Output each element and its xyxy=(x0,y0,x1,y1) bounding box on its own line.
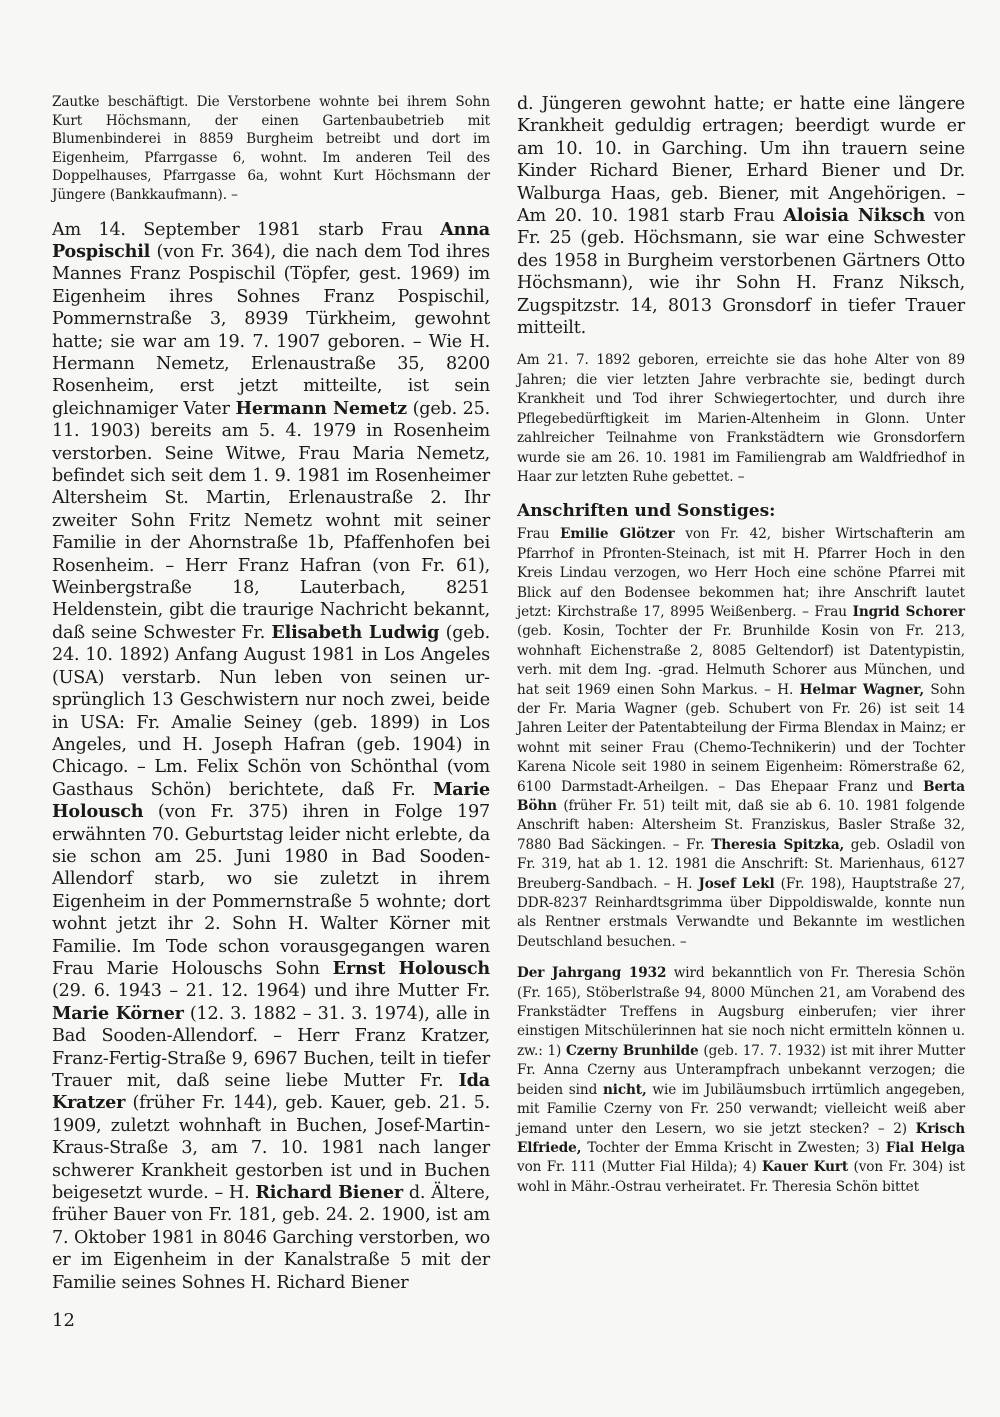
page-number: 12 xyxy=(52,1310,75,1332)
paragraph xyxy=(517,93,965,339)
text-run: Am 14. September 1981 starb Frau xyxy=(52,219,441,240)
paragraph xyxy=(517,964,965,1197)
text-run: (von Fr. 375) ihren in Folge 197 erwähnten 70. Geburtstag leider nicht erlebte, da sie schon am 25. Juni 1980 in Bad Sooden-Allendorf starb, wo sie zuletzt in ihrem Eigenheim in der Pommernstraße 5 wohnte; dort wohnt jetzt ihr 2. Sohn H. Walter Körner mit Familie. Im Tode schon vorausgegangen waren Frau Marie Holouschs Sohn xyxy=(52,802,490,979)
bold-name: Helmar Wagner, xyxy=(799,681,924,698)
bold-name: Krisch Elfriede, xyxy=(517,1120,965,1156)
bold-name: Emilie Glötzer xyxy=(560,526,675,543)
text-run: Tochter der Emma Krischt in Zwesten; 3) xyxy=(581,1139,886,1156)
text-run: (geb. 24. 10. 1892) Anfang August 1981 in Los Angeles (USA) verstarb. Nun leben von seinen ursprünglich 13 Geschwistern nur noch zwei, beide in USA: Fr. Amalie Seiney (geb. 1899) in Los Angeles, und H. Joseph Hafran (geb. 1904) in Chicago. – Lm. Felix Schön von Schönthal (vom Gasthaus Schön) berichtete, daß Fr. xyxy=(52,622,490,800)
bold-name: Ingrid Schorer xyxy=(852,603,965,620)
bold-name: Berta Böhn xyxy=(517,778,965,814)
bold-name: Marie Körner xyxy=(52,1002,184,1024)
bold-name: Richard Biener xyxy=(255,1182,403,1204)
text-run: (früher Fr. 51) teilt mit, daß sie ab 6. 10. 1981 folgende Anschrift haben: Altersheim St. Franziskus, Basler Straße 32, 7880 Bad Säckingen. – Fr. xyxy=(517,798,965,853)
text-run: von Fr. 111 (Mutter Fial Hilda); 4) xyxy=(517,1159,763,1176)
text-run: von Fr. 42, bisher Wirtschafterin am Pfarrhof in Pfronten-Steinach, ist mit H. Pfarrer Hoch in den Kreis Lindau verzogen, wo Herr Hoch eine schöne Pfarrei mit Blick auf den Bodensee bekommen hat; ihre Anschrift lautet jetzt: Kirchstraße 17, 8995 Weißenberg. – Frau xyxy=(517,526,965,620)
bold-name: Ernst Holousch xyxy=(332,957,490,979)
paragraphs-top xyxy=(517,93,965,487)
text-run: (geb. 17. 7. 1932) ist mit ihrer Mutter Fr. Anna Czerny aus Unterampfrach unbekannt verzogen; die beiden sind xyxy=(517,1042,965,1098)
bold-name: Czerny Brunhilde xyxy=(566,1042,699,1059)
right-column xyxy=(517,93,965,1249)
paragraphs xyxy=(52,93,490,1294)
text-run: wird bekanntlich von Fr. Theresia Schön (Fr. 165), Stöberlstraße 94, 8000 München 21, am Vorabend des Frankstädter Treffens in Augsburg einberufen; vier ihrer einstigen Mitschülerinnen hat sie noch nicht ermitteln können u. zw.: 1) xyxy=(517,965,965,1059)
text-run: (geb. Kosin, Tochter der Fr. Brunhilde Kosin von Fr. 213, wohnhaft Eichenstraße 2, 8085 Geltendorf) ist Datentypistin, verh. mit dem Ing. -grad. Helmuth Schorer aus München, und hat seit 1969 einen Sohn Markus. – H. xyxy=(517,623,965,698)
text-run: (früher Fr. 144), geb. Kauer, geb. 21. 5. 1909, zuletzt wohnhaft in Buchen, Josef-Martin-Kraus-Straße 3, am 7. 10. 1981 nach langer schwerer Krankheit gestorben ist und in Buchen beigesetzt wurde. – H. xyxy=(52,1093,490,1204)
bold-name: Marie Holousch xyxy=(52,778,490,823)
text-run: (Fr. 198), Hauptstraße 27, DDR-8237 Reinhardtsgrimma über Dippoldiswalde, konnte nun als Rentner erstmals Verwandte und Bekannte im westlichen Deutschland besuchen. – xyxy=(517,875,965,950)
text-run: (von Fr. 364), die nach dem Tod ihres Mannes Franz Pospischil (Töpfer, gest. 1969) im Eigenheim ihres Sohnes Franz Pospischil, Pommernstraße 3, 8939 Türkheim, gewohnt hatte; sie war am 19. 7. 1907 geboren. – Wie H. Hermann Nemetz, Erlenaustraße 35, 8200 Rosenheim, erst jetzt mitteilte, ist sein gleichnamiger Vater xyxy=(52,241,490,419)
text-run: (von Fr. 304) ist wohl in Mähr.-Ostrau verheiratet. Fr. Theresia Schön bittet xyxy=(517,1159,965,1195)
bold-name: Ida Kratzer xyxy=(52,1070,490,1114)
text-run: d. Jüngeren gewohnt hatte; er hatte eine längere Krankheit geduldig ertragen; beerdigt wurde er am 10. 10. in Garching. Um ihn trauern seine Kinder Richard Biener, Erhard Biener und Dr. Walburga Haas, geb. Biener, mit Angehörigen. – Am 20. 10. 1981 starb Frau xyxy=(517,94,965,227)
text-run: wie im Jubiläumsbuch irrtümlich angegeben, mit Familie Czerny von Fr. 250 verwandt; vielleicht weiß aber jemand unter den Lesern, wo sie jetzt stecken? – 2) xyxy=(517,1081,965,1137)
paragraph xyxy=(52,219,490,1295)
text-run: von Fr. 25 (geb. Höchsmann, sie war eine Schwester des 1958 in Burgheim verstorbenen Gärtners Otto Höchsmann), wie ihr Sohn H. Franz Niksch, Zugspitzstr. 14, 8013 Gronsdorf in tiefer Trauer mitteilt. xyxy=(517,206,965,339)
bold-name: Anna Pospischil xyxy=(52,218,490,262)
paragraph xyxy=(52,93,490,205)
text-run: d. Ältere, früher Bauer von Fr. 181, geb. 24. 2. 1900, ist am 7. Oktober 1981 in 8046 Garching verstorben, wo er im Eigenheim in der Kanalstraße 5 mit der Familie seines Sohnes H. Richard Biener xyxy=(52,1183,490,1293)
text-run: (29. 6. 1943 – 21. 12. 1964) und ihre Mutter Fr. xyxy=(52,981,490,1002)
bold-name: Josef Lekl xyxy=(698,875,775,892)
text-run: (12. 3. 1882 – 31. 3. 1974), alle in Bad Sooden-Allendorf. – Herr Franz Kratzer, Franz-Fertig-Straße 9, 6967 Buchen, teilt in tiefer Trauer mit, daß seine liebe Mutter Fr. xyxy=(52,1003,490,1091)
left-column xyxy=(52,93,490,1372)
paragraphs-bottom xyxy=(517,525,965,1197)
text-run: (geb. 25. 11. 1903) bereits am 5. 4. 1979 in Rosenheim verstorben. Seine Witwe, Frau Maria Nemetz, befindet sich seit dem 1. 9. 1981 im Rosenheimer Altersheim St. Martin, Erlenaustraße 2. Ihr zweiter Sohn Fritz Nemetz wohnt mit seiner Familie in der Ahornstraße 1b, Pfaffenhofen bei Rosenheim. – Herr Franz Hafran (von Fr. 61), Weinbergstraße 18, Lauterbach, 8251 Heldenstein, gibt die traurige Nachricht bekannt, daß seine Schwester Fr. xyxy=(52,398,490,643)
bold-name: Kauer Kurt xyxy=(762,1159,849,1176)
bold-name: nicht, xyxy=(603,1081,647,1098)
bold-name: Hermann Nemetz xyxy=(235,397,407,419)
text-run: Am 21. 7. 1892 geboren, erreichte sie das hohe Alter von 89 Jahren; die vier letzten Jahre verbrachte sie, bedingt durch Krankheit und Tod ihrer Schwiegertochter, und durch ihre Pflegebedürftigkeit im Marien-Altenheim in Glonn. Unter zahlreicher Teilnahme von Frankstädtern wie Gronsdorfern wurde sie am 26. 10. 1981 im Familiengrab am Waldfriedhof in Haar zur letzten Ruhe gebettet. – xyxy=(517,352,965,485)
bold-name: Der Jahrgang 1932 xyxy=(517,965,667,982)
bold-name: Fial Helga xyxy=(885,1139,965,1156)
text-run: Sohn der Fr. Maria Wagner (geb. Schubert von Fr. 26) ist seit 14 Jahren Leiter der Patentabteilung der Firma Blendax in Mainz; er wohnt mit seiner Frau (Chemo-Technikerin) und der Tochter Karena Nicole seit 1980 in seinem Eigenheim: Römerstraße 62, 6100 Darmstadt-Arheilgen. – Das Ehepaar Franz und xyxy=(517,681,965,795)
paragraph xyxy=(517,525,965,952)
bold-name: Theresia Spitzka, xyxy=(711,836,845,853)
section-heading: Anschriften und Sonstiges: xyxy=(517,501,776,522)
text-run: Frau xyxy=(517,526,561,543)
bold-name: Aloisia Niksch xyxy=(783,205,926,227)
bold-name: Elisabeth Ludwig xyxy=(271,621,440,643)
text-run: Zautke beschäftigt. Die Verstorbene wohnte bei ihrem Sohn Kurt Höchsmann, der einen Gartenbaubetrieb mit Blumenbinderei in 8859 Burgheim betreibt und dort im Eigenheim, Pfarrgasse 6, wohnt. Im anderen Teil des Doppelhauses, Pfarrgasse 6a, wohnt Kurt Höchsmann der Jüngere (Bankkaufmann). – xyxy=(52,94,490,203)
paragraph xyxy=(517,351,965,487)
text-run: geb. Osladil von Fr. 319, hat ab 1. 12. 1981 die Anschrift: St. Marienhaus, 6127 Breuberg-Sandbach. – H. xyxy=(517,836,965,892)
